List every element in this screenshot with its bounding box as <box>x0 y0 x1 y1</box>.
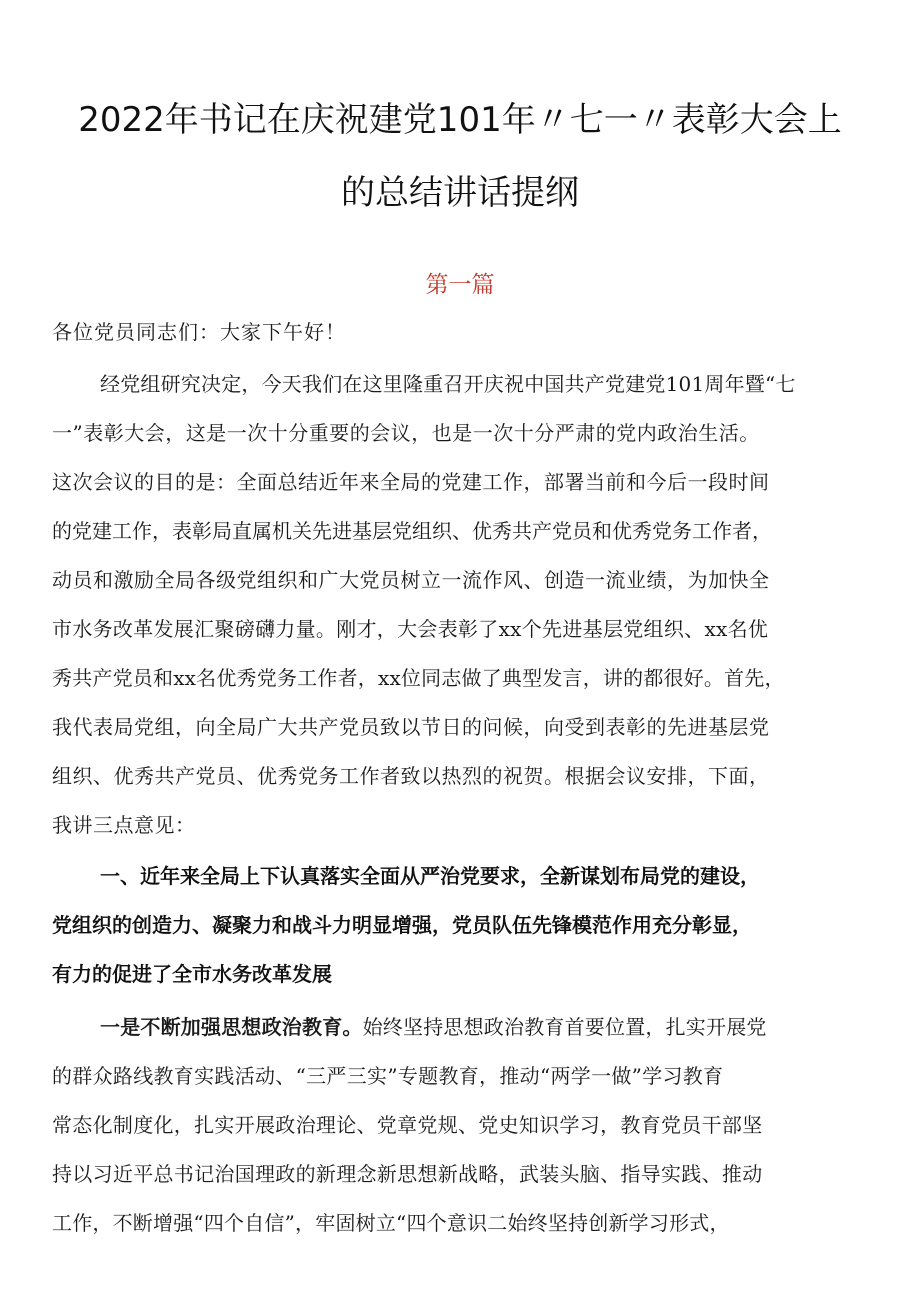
body-line: 常态化制度化，扎实开展政治理论、党章党规、党史知识学习，教育党员干部坚 <box>52 1113 763 1137</box>
body-line: 工作，不断增强“四个自信”，牢固树立“四个意识二始终坚持创新学习形式， <box>52 1211 730 1235</box>
section-heading: 第一篇 <box>425 272 495 298</box>
document-title-line-2: 的总结讲话提纲 <box>341 173 579 213</box>
body-line: 动员和激励全局各级党组织和广大党员树立一流作风、创造一流业绩，为加快全 <box>52 568 770 592</box>
body-line: 市水务改革发展汇聚磅礴力量。刚才，大会表彰了xx个先进基层党组织、xx名优 <box>52 617 769 641</box>
body-line: 这次会议的目的是：全面总结近年来全局的党建工作，部署当前和今后一段时间 <box>52 470 770 494</box>
body-line: 的群众路线教育实践活动、“三严三实”专题教育，推动“两学一做”学习教育 <box>52 1064 724 1088</box>
body-line: 我代表局党组，向全局广大共产党员致以节日的问候，向受到表彰的先进基层党 <box>52 715 770 739</box>
body-line: 经党组研究决定，今天我们在这里隆重召开庆祝中国共产党建党101周年暨“七 <box>100 372 796 396</box>
body-line: 持以习近平总书记治国理政的新理念新思想新战略，武装头脑、指导实践、推动 <box>52 1162 763 1186</box>
paragraph-2-first-line <box>100 1013 767 1041</box>
body-line: 一”表彰大会，这是一次十分重要的会议，也是一次十分严肃的党内政治生活。 <box>52 421 760 445</box>
section-1-heading-line-3: 有力的促进了全市水务改革发展 <box>52 962 332 986</box>
body-line: 的党建工作，表彰局直属机关先进基层党组织、优秀共产党员和优秀党务工作者， <box>52 519 772 543</box>
section-1-heading-line-2: 党组织的创造力、凝聚力和战斗力明显增强，党员队伍先锋模范作用充分彰显， <box>52 913 752 937</box>
body-line: 组织、优秀共产党员、优秀党务工作者致以热烈的祝贺。根据会议安排，下面， <box>52 764 770 788</box>
greeting: 各位党员同志们：大家下午好！ <box>52 320 346 344</box>
body-line: 秀共产党员和xx名优秀党务工作者，xx位同志做了典型发言，讲的都很好。首先， <box>52 666 785 690</box>
paragraph-2-lead: 一是不断加强思想政治教育。 <box>100 1015 363 1039</box>
paragraph-2-first-rest: 始终坚持思想政治教育首要位置，扎实开展党 <box>362 1015 767 1039</box>
section-1-heading-line-1: 一、近年来全局上下认真落实全面从严治党要求，全新谋划布局党的建设， <box>100 864 760 888</box>
document-title-line-1: 2022年书记在庆祝建党101年〃七一〃表彰大会上 <box>78 100 842 140</box>
body-line: 我讲三点意见： <box>52 813 196 837</box>
